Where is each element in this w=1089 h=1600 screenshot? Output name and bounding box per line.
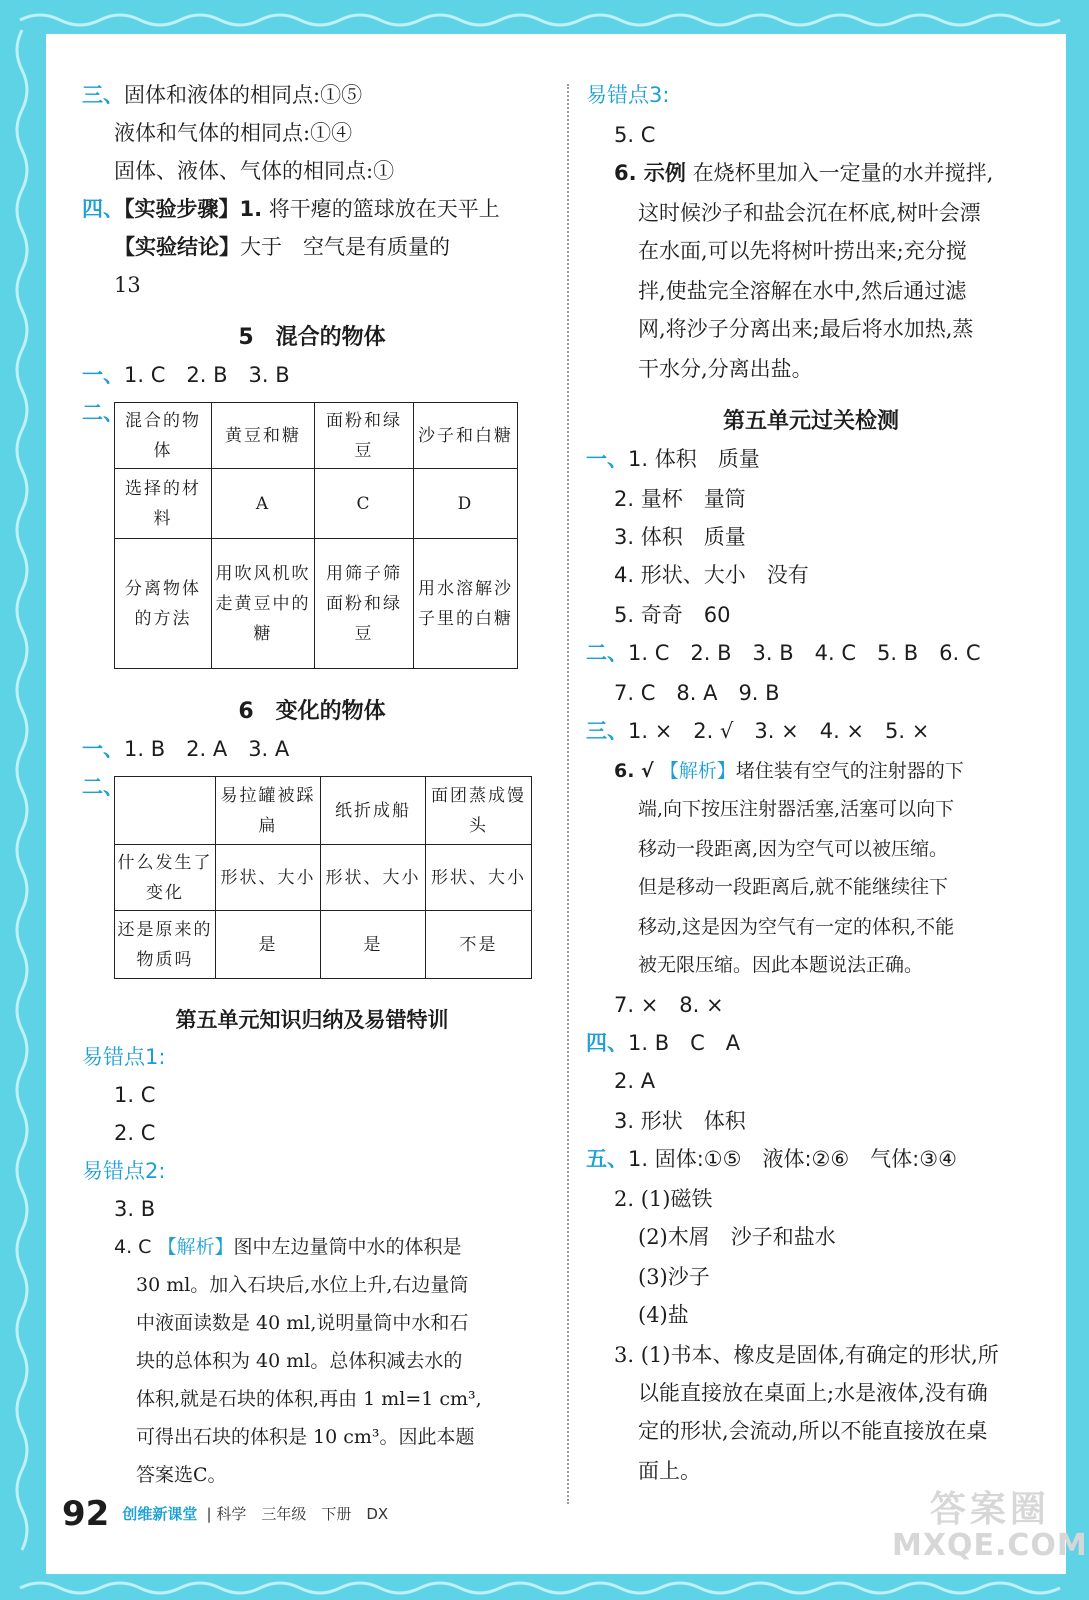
lesson-5-title: 5 混合的物体 bbox=[238, 325, 386, 350]
test-s1-item bbox=[586, 444, 760, 474]
test-s3-item bbox=[586, 716, 929, 746]
section-label: 一、 bbox=[82, 363, 124, 387]
answer-text: 1. C 2. B 3. B bbox=[124, 363, 290, 387]
test-s5-item bbox=[586, 1144, 957, 1174]
table-row bbox=[115, 539, 518, 669]
table-row bbox=[115, 469, 518, 539]
table-cell: 用吹风机吹走黄豆中的糖 bbox=[212, 539, 315, 669]
section-4-line-1 bbox=[82, 194, 500, 224]
section-label: 四、 bbox=[586, 1031, 628, 1055]
pitfall-1-item: 2. C bbox=[114, 1121, 156, 1145]
brand-name: 创维新课堂 bbox=[122, 1504, 198, 1523]
section-4-line-3: 13 bbox=[114, 273, 141, 297]
tag-text: 【实验步骤】 bbox=[124, 197, 240, 221]
explanation-line: 可得出石块的体积是 10 cm³。因此本题 bbox=[136, 1426, 475, 1448]
table-cell: 沙子和白糖 bbox=[414, 403, 518, 469]
question-number: 1. bbox=[239, 197, 263, 221]
pitfall-1-label: 易错点1: bbox=[82, 1045, 166, 1069]
section-label: 四、 bbox=[82, 197, 124, 221]
answer-text: 1. B C A bbox=[628, 1031, 741, 1055]
section-label: 二、 bbox=[82, 401, 124, 425]
question-number: 6. √ bbox=[614, 760, 654, 782]
watermark-text: 答案圈 bbox=[929, 1489, 1050, 1530]
q6-line: 这时候沙子和盐会沉在杯底,树叶会漂 bbox=[638, 201, 981, 225]
table-cell: 形状、大小 bbox=[321, 845, 426, 911]
answer-text: 1. 固体:①⑤ 液体:②⑥ 气体:③④ bbox=[628, 1147, 957, 1171]
q6-line: 网,将沙子分离出来;最后将水加热,蒸 bbox=[638, 317, 974, 341]
test-s1-item: 4. 形状、大小 没有 bbox=[614, 563, 809, 587]
table-cell: C bbox=[315, 469, 414, 539]
test-s4-item bbox=[586, 1028, 740, 1058]
test-s5-q3-line: 以能直接放在桌面上;水是液体,没有确 bbox=[638, 1381, 988, 1405]
test-s1-item: 3. 体积 质量 bbox=[614, 525, 746, 549]
section-label: 三、 bbox=[586, 719, 628, 743]
test-s1-item: 2. 量杯 量筒 bbox=[614, 487, 746, 511]
test-s1-item: 5. 奇奇 60 bbox=[614, 603, 731, 627]
answer-text: 在烧杯里加入一定量的水并搅拌, bbox=[692, 161, 994, 185]
section-4-line-2 bbox=[114, 232, 450, 262]
test-s5-q3-line: 定的形状,会流动,所以不能直接放在桌 bbox=[638, 1419, 988, 1443]
q4-line bbox=[114, 1232, 462, 1262]
book-meta: | 科学 三年级 下册 DX bbox=[206, 1504, 389, 1523]
table-cell bbox=[115, 777, 216, 845]
test-s5-q3-line: 3. (1)书本、橡皮是固体,有确定的形状,所 bbox=[614, 1343, 999, 1367]
test-s5-q2-line: 2. (1)磁铁 bbox=[614, 1187, 713, 1211]
section-label: 三、 bbox=[82, 83, 124, 107]
answer-text: 固体和液体的相同点:①⑤ bbox=[124, 83, 363, 107]
test-s5-q2-line: (4)盐 bbox=[638, 1303, 689, 1327]
section-label: 二、 bbox=[586, 641, 628, 665]
explanation-text: 图中左边量筒中水的体积是 bbox=[233, 1236, 462, 1258]
explanation-line: 端,向下按压注射器活塞,活塞可以向下 bbox=[638, 798, 955, 820]
analysis-tag: 【解析】 bbox=[157, 1236, 234, 1258]
table-cell: 纸折成船 bbox=[321, 777, 426, 845]
answer-text: 大于 空气是有质量的 bbox=[240, 235, 450, 259]
explanation-text: 堵住装有空气的注射器的下 bbox=[735, 760, 964, 782]
tag-text: 【实验结论】 bbox=[114, 235, 240, 259]
explanation-line: 移动一段距离,因为空气可以被压缩。 bbox=[638, 838, 949, 860]
explanation-line: 体积,就是石块的体积,再由 1 ml=1 cm³, bbox=[136, 1388, 482, 1410]
lesson-6-q1 bbox=[82, 734, 289, 764]
page-footer bbox=[62, 1494, 388, 1534]
watermark-logo bbox=[892, 1489, 1088, 1564]
test-s4-item: 3. 形状 体积 bbox=[614, 1109, 746, 1133]
table-cell: 易拉罐被踩扁 bbox=[216, 777, 321, 845]
table-row bbox=[115, 845, 532, 911]
q6-line: 在水面,可以先将树叶捞出来;充分搅 bbox=[638, 239, 967, 263]
test-s4-item: 2. A bbox=[614, 1069, 656, 1093]
table-cell: A bbox=[212, 469, 315, 539]
analysis-tag: 【解析】 bbox=[659, 760, 736, 782]
table-cell: D bbox=[414, 469, 518, 539]
table-cell: 什么发生了变化 bbox=[115, 845, 216, 911]
answer-text: 1. × 2. √ 3. × 4. × 5. × bbox=[628, 719, 930, 743]
q5-answer: 5. C bbox=[614, 123, 656, 147]
table-cell: 用筛子筛面粉和绿豆 bbox=[315, 539, 414, 669]
lesson-6-title: 6 变化的物体 bbox=[238, 699, 386, 724]
table-row bbox=[115, 777, 532, 845]
section-3-line-1 bbox=[82, 80, 362, 110]
section-label: 一、 bbox=[82, 737, 124, 761]
test-s5-q2-line: (2)木屑 沙子和盐水 bbox=[638, 1225, 836, 1249]
explanation-line: 答案选C。 bbox=[136, 1464, 227, 1486]
table-cell: 面粉和绿豆 bbox=[315, 403, 414, 469]
pitfall-3-label: 易错点3: bbox=[586, 83, 670, 107]
answer-text: 将干瘪的篮球放在天平上 bbox=[268, 197, 500, 221]
table-row bbox=[115, 403, 518, 469]
table-cell: 形状、大小 bbox=[426, 845, 532, 911]
table-cell: 用水溶解沙子里的白糖 bbox=[414, 539, 518, 669]
pitfall-2-item: 3. B bbox=[114, 1197, 156, 1221]
test-s2-item: 7. C 8. A 9. B bbox=[614, 681, 780, 705]
section-3-line-3: 固体、液体、气体的相同点:① bbox=[114, 159, 395, 183]
q6-line bbox=[614, 158, 993, 188]
question-number: 4. C bbox=[114, 1236, 152, 1258]
pitfall-2-label: 易错点2: bbox=[82, 1159, 166, 1183]
unit-test-title: 第五单元过关检测 bbox=[722, 409, 899, 434]
lesson-6-table bbox=[114, 776, 532, 979]
table-cell: 是 bbox=[216, 911, 321, 979]
summary-title: 第五单元知识归纳及易错特训 bbox=[175, 1008, 449, 1032]
test-s3-item: 7. × 8. × bbox=[614, 993, 724, 1017]
pitfall-1-item: 1. C bbox=[114, 1083, 156, 1107]
explanation-line: 被无限压缩。因此本题说法正确。 bbox=[638, 954, 924, 976]
test-s5-q2-line: (3)沙子 bbox=[638, 1265, 710, 1289]
watermark-url: MXQE.COM bbox=[892, 1528, 1088, 1563]
test-s2-item bbox=[586, 638, 980, 668]
explanation-line: 中液面读数是 40 ml,说明量筒中水和石 bbox=[136, 1312, 469, 1334]
q6-line: 干水分,分离出盐。 bbox=[638, 357, 813, 381]
lesson-5-q1 bbox=[82, 360, 290, 390]
test-s3-q6-line bbox=[614, 756, 964, 786]
table-row bbox=[115, 911, 532, 979]
table-cell: 黄豆和糖 bbox=[212, 403, 315, 469]
section-label: 一、 bbox=[586, 447, 628, 471]
explanation-line: 但是移动一段距离后,就不能继续往下 bbox=[638, 876, 949, 898]
table-cell: 不是 bbox=[426, 911, 532, 979]
answer-text: 1. C 2. B 3. B 4. C 5. B 6. C bbox=[628, 641, 981, 665]
explanation-line: 块的总体积为 40 ml。总体积减去水的 bbox=[136, 1350, 463, 1372]
table-cell: 混合的物体 bbox=[115, 403, 212, 469]
test-s5-q3-line: 面上。 bbox=[638, 1459, 701, 1483]
lesson-5-table bbox=[114, 402, 518, 669]
section-label: 五、 bbox=[586, 1147, 628, 1171]
answer-text: 1. 体积 质量 bbox=[628, 447, 760, 471]
question-number: 6. 示例 bbox=[614, 161, 686, 185]
table-cell: 分离物体的方法 bbox=[115, 539, 212, 669]
column-divider bbox=[567, 84, 569, 1504]
page-number: 92 bbox=[62, 1494, 110, 1534]
q6-line: 拌,使盐完全溶解在水中,然后通过滤 bbox=[638, 279, 967, 303]
table-cell: 形状、大小 bbox=[216, 845, 321, 911]
answer-text: 1. B 2. A 3. A bbox=[124, 737, 290, 761]
explanation-line: 移动,这是因为空气有一定的体积,不能 bbox=[638, 916, 955, 938]
explanation-line: 30 ml。加入石块后,水位上升,右边量筒 bbox=[136, 1274, 469, 1296]
table-cell: 还是原来的物质吗 bbox=[115, 911, 216, 979]
table-cell: 面团蒸成馒头 bbox=[426, 777, 532, 845]
table-cell: 是 bbox=[321, 911, 426, 979]
table-cell: 选择的材料 bbox=[115, 469, 212, 539]
section-label: 二、 bbox=[82, 775, 124, 799]
section-3-line-2: 液体和气体的相同点:①④ bbox=[114, 121, 353, 145]
